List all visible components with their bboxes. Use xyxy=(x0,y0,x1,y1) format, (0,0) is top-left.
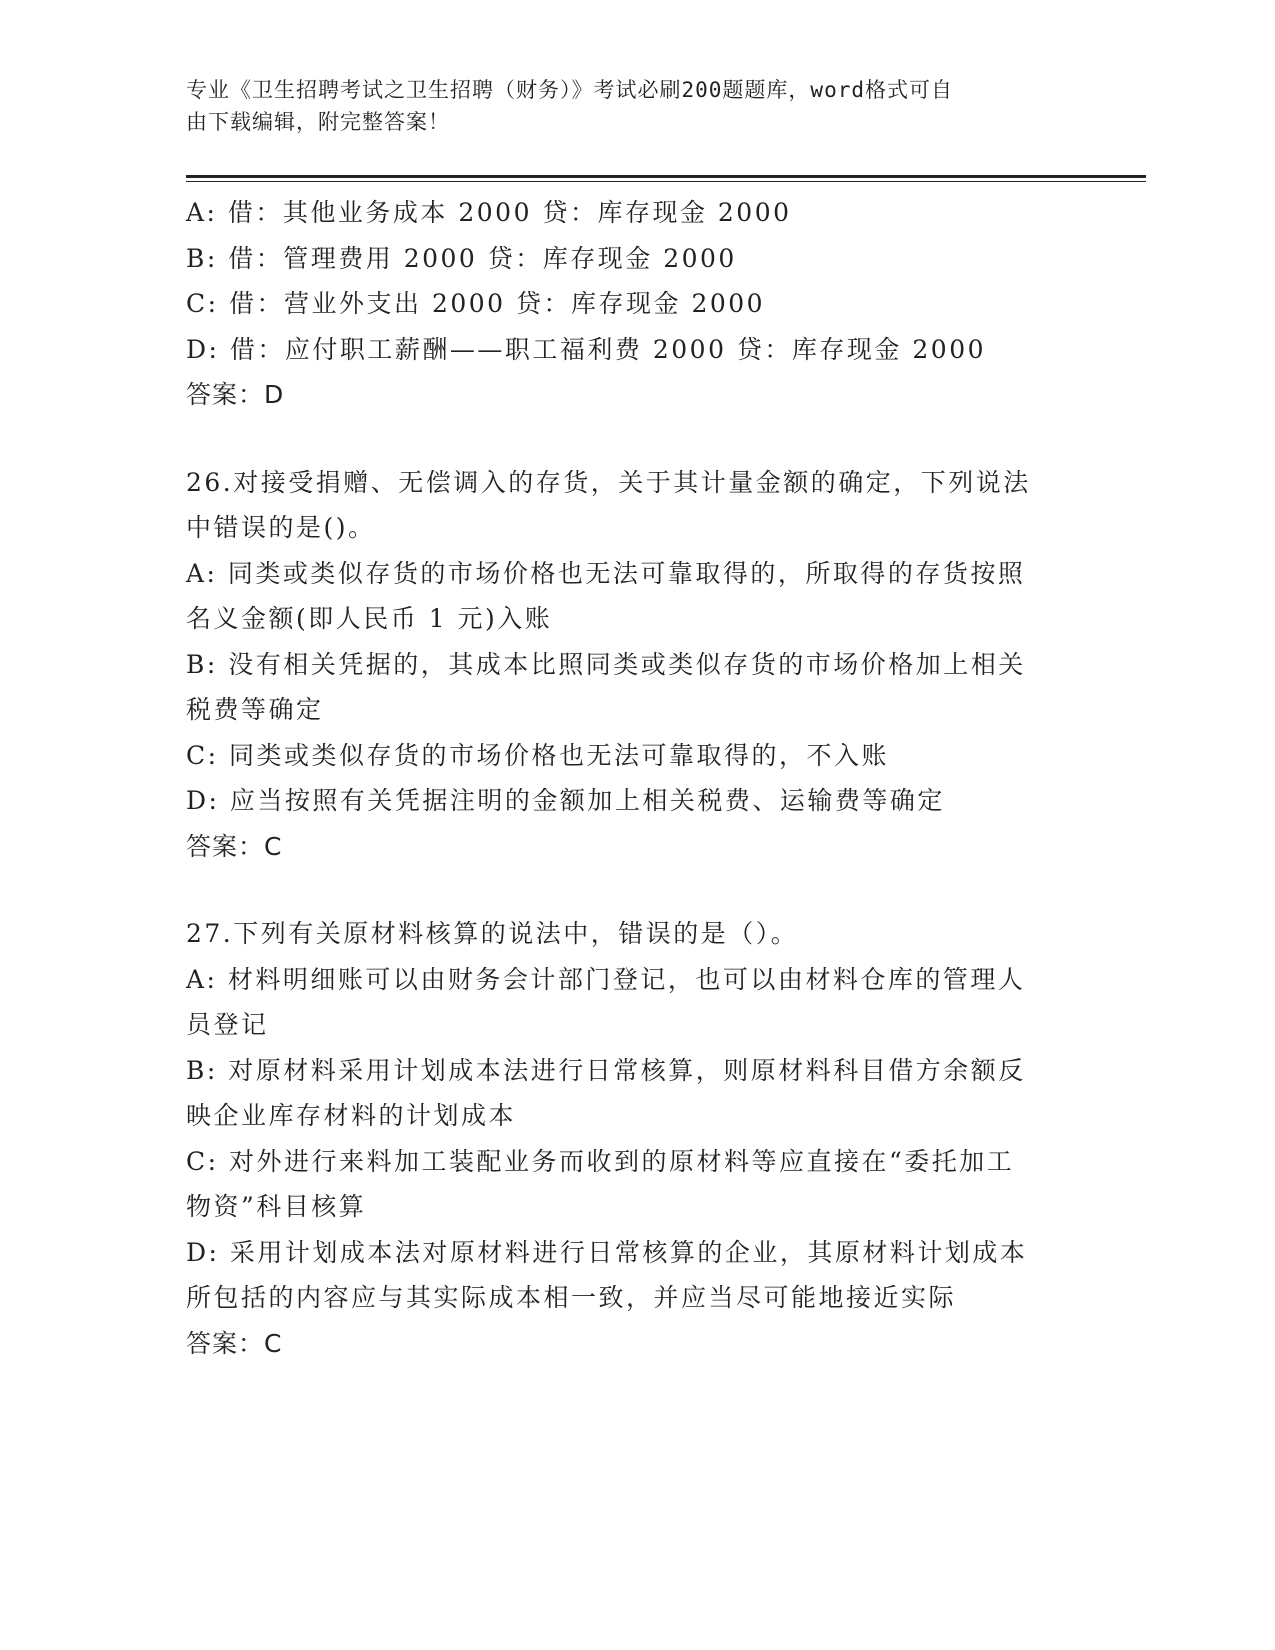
header-divider-thin xyxy=(186,181,1146,182)
question-text: 27.下列有关原材料核算的说法中，错误的是（）。 xyxy=(186,919,799,948)
option-line: B: 对原材料采用计划成本法进行日常核算，则原材料科目借方余额反 xyxy=(186,1055,1026,1085)
option-line: 员登记 xyxy=(186,1010,269,1039)
option-line: B: 借：管理费用 2000 贷：库存现金 2000 xyxy=(186,243,737,273)
option-line: 物资”科目核算 xyxy=(186,1192,367,1221)
document-header xyxy=(186,74,1066,138)
option-line: 名义金额(即人民币 1 元)入账 xyxy=(186,604,553,633)
option-line: B: 没有相关凭据的，其成本比照同类或类似存货的市场价格加上相关 xyxy=(186,649,1026,679)
question-spacer xyxy=(186,869,1066,911)
question-block xyxy=(186,911,1066,1366)
header-divider-thick xyxy=(186,175,1146,178)
option-line: C: 同类或类似存货的市场价格也无法可靠取得的，不入账 xyxy=(186,740,890,770)
question-text: 中错误的是()。 xyxy=(186,513,376,542)
option-line: A: 借：其他业务成本 2000 贷：库存现金 2000 xyxy=(186,198,792,227)
question-spacer xyxy=(186,418,1066,460)
option-line: C: 借：营业外支出 2000 贷：库存现金 2000 xyxy=(186,289,766,318)
option-line: A: 同类或类似存货的市场价格也无法可靠取得的，所取得的存货按照 xyxy=(186,558,1026,588)
question-block xyxy=(186,460,1066,870)
question-block xyxy=(186,190,1066,418)
answer-line: 答案：D xyxy=(186,380,285,409)
option-line: D: 应当按照有关凭据注明的金额加上相关税费、运输费等确定 xyxy=(186,786,945,815)
header-line: 由下载编辑，附完整答案！ xyxy=(186,110,450,134)
option-line: A: 材料明细账可以由财务会计部门登记，也可以由材料仓库的管理人 xyxy=(186,964,1026,994)
option-line: C: 对外进行来料加工装配业务而收到的原材料等应直接在“委托加工 xyxy=(186,1146,1015,1176)
option-line: 税费等确定 xyxy=(186,695,324,724)
option-line: D: 借：应付职工薪酬——职工福利费 2000 贷：库存现金 2000 xyxy=(186,334,987,364)
option-line: D: 采用计划成本法对原材料进行日常核算的企业，其原材料计划成本 xyxy=(186,1237,1028,1267)
option-line: 映企业库存材料的计划成本 xyxy=(186,1101,517,1130)
option-line: 所包括的内容应与其实际成本相一致，并应当尽可能地接近实际 xyxy=(186,1283,957,1312)
answer-line: 答案：C xyxy=(186,1328,283,1358)
question-list xyxy=(186,190,1066,1366)
header-line: 专业《卫生招聘考试之卫生招聘（财务）》考试必刷200题题库，word格式可自 xyxy=(186,78,953,102)
question-text: 26.对接受捐赠、无偿调入的存货，关于其计量金额的确定，下列说法 xyxy=(186,467,1031,497)
answer-line: 答案：C xyxy=(186,831,283,861)
